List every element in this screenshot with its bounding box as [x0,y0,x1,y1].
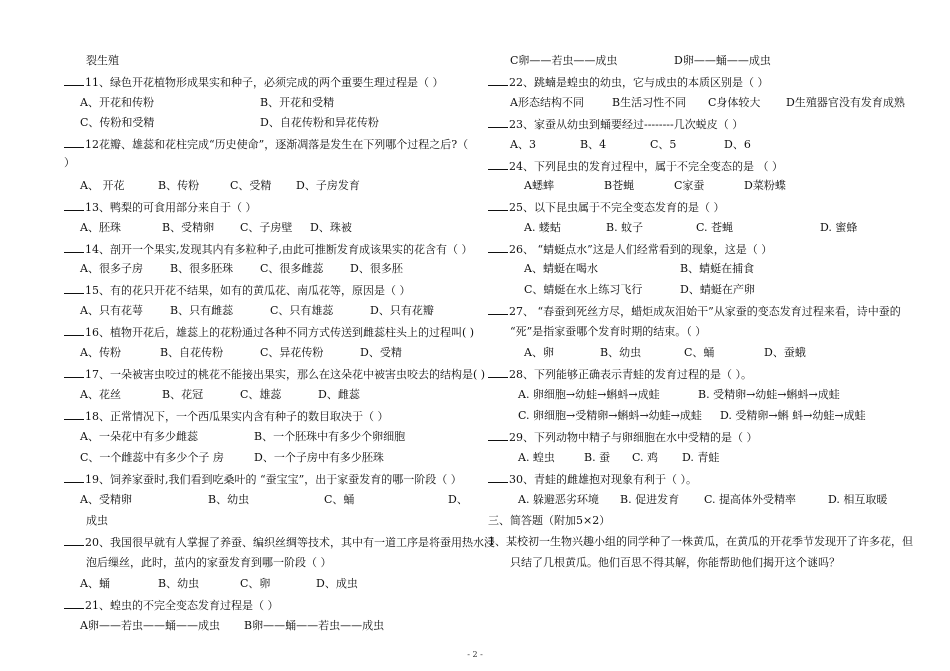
option[interactable]: C. 苍蝇 [696,221,734,234]
option[interactable]: C身体较大 [708,96,761,109]
option[interactable]: B、幼虫 [208,493,250,506]
option[interactable]: A、 开花 [80,179,125,192]
question-23-stem: 23、家蚕从幼虫到蛹要经过--------几次蜕皮（ ） [488,117,743,132]
option[interactable]: C、传粉和受精 [80,116,155,129]
question-21-stem: 21、蝗虫的不完全变态发育过程是（ ） [64,598,279,613]
option[interactable]: B、传粉 [158,179,200,192]
option[interactable]: D、蚕蛾 [764,346,806,359]
option[interactable]: B、很多胚珠 [170,262,234,275]
option[interactable]: C家蚕 [674,179,705,192]
question-15-stem: 15、有的花只开花不结果，如有的黄瓜花、南瓜花等，原因是（ ） [64,283,411,298]
question-29-stem: 29、下列动物中精子与卵细胞在水中受精的是（ ） [488,430,758,445]
option[interactable]: D、成虫 [316,577,358,590]
option[interactable]: D、只有花瓣 [370,304,434,317]
question-14-stem: 14、剖开一个果实,发现其内有多粒种子,由此可推断发育成该果实的花含有（ ） [64,242,472,257]
option[interactable]: B. 蚕 [584,451,611,464]
option[interactable]: B、花冠 [162,388,204,401]
question-12-stem-cont: ） [64,156,75,169]
option[interactable]: C、蜻蜓在水上练习飞行 [524,283,643,296]
question-27-stem-cont: “死”是指家蚕哪个发育时期的结束。（ ） [510,325,707,338]
option[interactable]: D、6 [724,138,751,151]
question-16-stem: 16、植物开花后，雄蕊上的花粉通过各种不同方式传送到雌蕊柱头上的过程叫( ) [64,325,474,340]
page-number: - 2 - [467,650,483,659]
option[interactable]: B. 促进发育 [620,493,680,506]
short-answer-line-1: 1、某校初一生物兴趣小组的同学种了一株黄瓜，在黄瓜的开花季节发现开了许多花，但 [488,535,913,548]
option[interactable]: B、开花和受精 [260,96,335,109]
option[interactable]: A、蜻蜓在喝水 [524,262,598,275]
question-13-stem: 13、鸭梨的可食用部分来自于（ ） [64,200,257,215]
question-18-stem: 18、正常情况下，一个西瓜果实内含有种子的数目取决于（ ） [64,409,389,424]
question-20-stem: 20、我国很早就有人掌握了养蚕、编织丝绸等技术，其中有一道工序是将蚕用热水浸 [64,535,495,550]
option[interactable]: B、自花传粉 [160,346,224,359]
option[interactable]: A卵——若虫——蛹——成虫 [80,619,220,632]
short-answer-line-2: 只结了几根黄瓜。他们百思不得其解，你能帮助他们揭开这个谜吗？ [510,556,840,569]
option[interactable]: B、一个胚珠中有多少个卵细胞 [254,430,406,443]
question-30-stem: 30、青蛙的雌雄抱对现象有利于（ ）。 [488,472,697,487]
option[interactable]: C、受精 [230,179,272,192]
option[interactable]: A、卵 [524,346,554,359]
option[interactable]: D生殖器官没有发育成熟 [786,96,905,109]
option[interactable]: C、子房壁 [240,221,293,234]
option[interactable]: B、4 [580,138,607,151]
option[interactable]: B、蜻蜓在捕食 [680,262,755,275]
option[interactable]: A. 躲避恶劣环境 [518,493,599,506]
option[interactable]: A. 蝗虫 [518,451,555,464]
option[interactable]: D、珠被 [310,221,352,234]
option[interactable]: D. 蜜蜂 [820,221,858,234]
question-25-stem: 25、以下昆虫属于不完全变态发育的是（ ） [488,200,725,215]
option[interactable]: D. 受精卵→蝌 蚪→幼蛙→成蛙 [720,409,866,422]
option[interactable]: A、只有花萼 [80,304,143,317]
option[interactable]: B苍蝇 [604,179,635,192]
option[interactable]: D卵——蛹——成虫 [674,54,771,67]
question-24-stem: 24、下列昆虫的发育过程中，属于不完全变态的是 （ ） [488,159,783,174]
option[interactable]: A. 蝼蛄 [524,221,561,234]
option[interactable]: C、一个雌蕊中有多少个子 房 [80,451,224,464]
question-11-stem: 11、绿色开花植物形成果实和种子，必须完成的两个重要生理过程是（ ） [64,75,444,90]
option[interactable]: C、异花传粉 [260,346,324,359]
question-22-stem: 22、跳蝻是蝗虫的幼虫，它与成虫的本质区别是（ ） [488,75,769,90]
option[interactable]: C、很多雌蕊 [260,262,324,275]
option[interactable]: A、花丝 [80,388,121,401]
option[interactable]: A、受精卵 [80,493,132,506]
option[interactable]: C. 提高体外受精率 [704,493,797,506]
option[interactable]: D、受精 [360,346,402,359]
question-26-stem: 26、 “蜻蜓点水”这是人们经常看到的现象，这是（ ） [488,242,772,257]
option[interactable]: A、传粉 [80,346,121,359]
option[interactable]: B卵——蛹——若虫——成虫 [244,619,385,632]
question-28-stem: 28、下列能够正确表示青蛙的发育过程的是（ ）。 [488,367,752,382]
question-17-stem: 17、一朵被害虫咬过的桃花不能接出果实，那么在这朵花中被害虫咬去的结构是( ) [64,367,485,382]
option[interactable]: A. 卵细胞→幼蛙→蝌蚪→成蛙 [518,388,660,401]
option[interactable]: A、很多子房 [80,262,143,275]
option[interactable]: D、雌蕊 [318,388,360,401]
option[interactable]: D. 相互取暖 [828,493,888,506]
option[interactable]: A、蛹 [80,577,110,590]
option[interactable]: A形态结构不同 [510,96,584,109]
option[interactable]: B. 蚊子 [606,221,644,234]
question-19-stem: 19、饲养家蚕时,我们看到吃桑叶的 “蚕宝宝”，出于家蚕发育的哪一阶段（ ） [64,472,462,487]
option[interactable]: D、蜻蜓在产卵 [680,283,755,296]
option[interactable]: C. 卵细胞→受精卵→蝌蚪→幼蛙→成蛙 [518,409,702,422]
option[interactable]: A、3 [510,138,536,151]
option[interactable]: B生活习性不同 [612,96,687,109]
option[interactable]: A、开花和传粉 [80,96,154,109]
option[interactable]: D、自花传粉和异花传粉 [260,116,379,129]
option[interactable]: D、子房发育 [296,179,360,192]
option[interactable]: B、幼虫 [158,577,200,590]
option[interactable]: D、一个子房中有多少胚珠 [254,451,384,464]
option[interactable]: C卵——若虫——成虫 [510,54,618,67]
option[interactable]: C、只有雄蕊 [270,304,334,317]
question-20-stem-cont: 泡后缫丝，此时，茧内的家蚕发育到哪一阶段（ ） [86,556,332,569]
option[interactable]: B. 受精卵→幼蛙→蝌蚪→成蛙 [698,388,840,401]
option[interactable]: A、一朵花中有多少雌蕊 [80,430,198,443]
section-title: 三、简答题（附加5×2） [488,514,611,527]
carryover-text: 裂生殖 [86,54,119,67]
option[interactable]: C、卵 [240,577,271,590]
option[interactable]: B、受精卵 [162,221,215,234]
option[interactable]: D. 青蛙 [682,451,720,464]
option[interactable]: B、幼虫 [600,346,642,359]
option[interactable]: C、雄蕊 [240,388,282,401]
option[interactable]: A蟋蟀 [524,179,554,192]
option[interactable]: C、蛹 [684,346,715,359]
option[interactable]: B、只有雌蕊 [170,304,234,317]
option[interactable]: D、很多胚 [350,262,403,275]
option[interactable]: D菜粉蝶 [744,179,786,192]
option[interactable]: D、 [448,493,468,506]
option[interactable]: A、胚珠 [80,221,121,234]
option[interactable]: C、5 [650,138,677,151]
option[interactable]: C. 鸡 [632,451,659,464]
question-27-stem: 27、 “春蚕到死丝方尽，蜡炬成灰泪始干”从家蚕的变态发育过程来看，诗中蚕的 [488,304,901,319]
question-19-stem-cont: 成虫 [86,514,108,527]
question-12-stem: 12花瓣、雄蕊和花柱完成“历史使命”，逐渐凋落是发生在下列哪个过程之后?（ [64,137,468,152]
option[interactable]: C、蛹 [324,493,355,506]
